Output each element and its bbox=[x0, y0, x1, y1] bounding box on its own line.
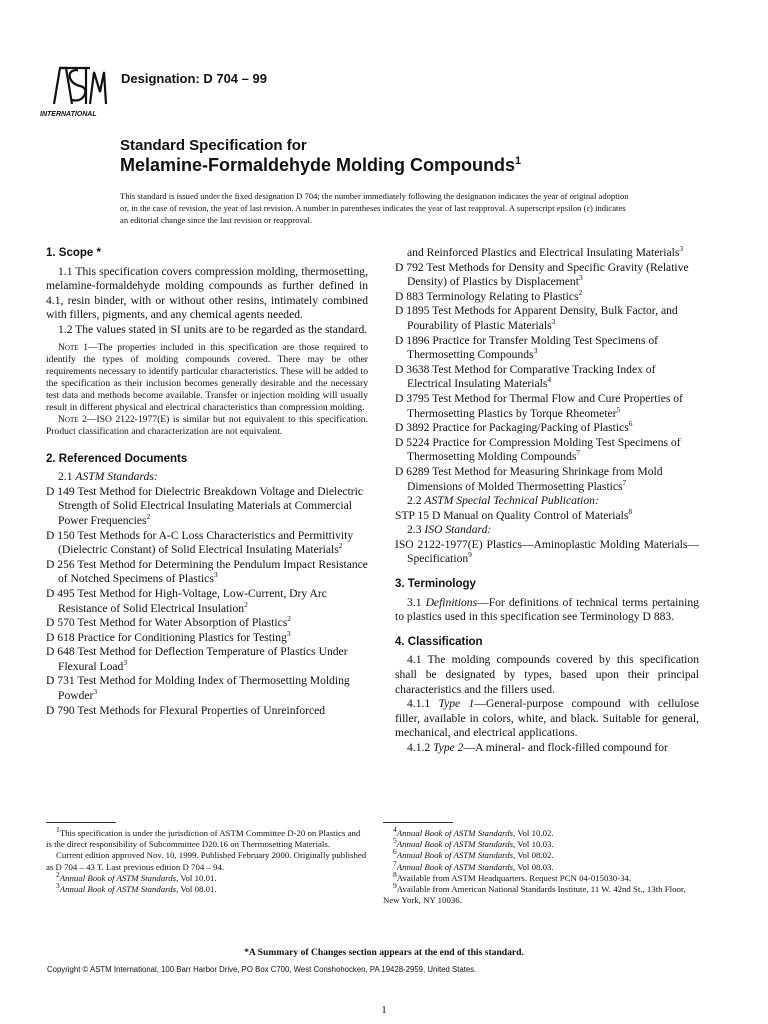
reference-sup: 3 bbox=[93, 687, 98, 697]
note-2 bbox=[46, 414, 368, 438]
footnote-text: Annual Book of ASTM Standards, Vol 10.01. bbox=[59, 872, 217, 883]
footnote-mark: 2 bbox=[56, 869, 60, 879]
reference-sup: 2 bbox=[287, 614, 292, 624]
para-2-1-num: 2.1 bbox=[58, 470, 76, 484]
reference-sup: 3 bbox=[213, 570, 218, 580]
para-2-2-num: 2.2 bbox=[407, 494, 425, 508]
page-number: 1 bbox=[381, 1004, 387, 1016]
reference-sup: 5 bbox=[616, 404, 621, 414]
reference-item bbox=[46, 587, 368, 616]
footnote-text: Annual Book of ASTM Standards, Vol 10.03. bbox=[396, 839, 554, 850]
iso-reference-sup: 9 bbox=[468, 550, 472, 560]
reference-text: D 792 Test Methods for Density and Specific Gravity (Relative Density) of Plastics by Displacement bbox=[395, 260, 689, 289]
footnote bbox=[383, 869, 699, 884]
footnote bbox=[383, 825, 699, 839]
reference-text: D 618 Practice for Conditioning Plastics for Testing bbox=[46, 630, 287, 644]
footnote-text: This specification is under the jurisdiction of ASTM Committee D-20 on Plastics and is the direct responsibility of Subcommittee D20.16 on Thermosetting Materials. bbox=[46, 828, 361, 850]
reference-text: D 731 Test Method for Molding Index of Thermosetting Molding Powder bbox=[46, 674, 350, 703]
reference-sup: 6 bbox=[628, 419, 633, 429]
footnote-mark: 8 bbox=[393, 869, 397, 879]
footnote-text: Annual Book of ASTM Standards, Vol 08.02. bbox=[396, 850, 554, 861]
reference-item bbox=[395, 421, 699, 436]
logo-sub-text: INTERNATIONAL bbox=[40, 111, 97, 118]
footnote bbox=[383, 847, 699, 861]
para-4-1: 4.1 The molding compounds covered by this specification shall be designated by types, based upon their principal characteristics and the fillers used. bbox=[395, 653, 699, 696]
reference-text: D 6289 Test Method for Measuring Shrinkage from Mold Dimensions of Molded Thermosetting Plastics bbox=[395, 464, 663, 493]
designation: Designation: D 704 – 99 bbox=[121, 71, 267, 86]
reference-sup: 7 bbox=[622, 477, 627, 487]
para-4-1-1 bbox=[395, 697, 699, 741]
reference-sup: 2 bbox=[578, 287, 583, 297]
footnote bbox=[46, 881, 368, 895]
summary-notice: *A Summary of Changes section appears at the end of this standard. bbox=[244, 947, 524, 958]
footnote-mark: 4 bbox=[393, 825, 397, 835]
reference-continuation bbox=[395, 246, 699, 261]
footnotes-right bbox=[383, 825, 699, 906]
reference-sup: 2 bbox=[146, 512, 151, 522]
reference-item bbox=[395, 465, 699, 494]
footnote-rule-right bbox=[383, 822, 453, 823]
footnote-mark: 6 bbox=[393, 847, 397, 857]
note-1-label: Note 1 bbox=[58, 341, 89, 353]
para-2-3-num: 2.3 bbox=[407, 523, 425, 537]
para-4-1-2-type: Type 2 bbox=[433, 741, 464, 754]
reference-text: D 3638 Test Method for Comparative Tracking Index of Electrical Insulating Materials bbox=[395, 362, 656, 391]
reference-text: D 150 Test Methods for A-C Loss Characteristics and Permittivity (Dielectric Constant) of Solid Electrical Insulating Materials bbox=[46, 528, 354, 557]
footnotes-left bbox=[46, 825, 368, 895]
para-4-1-2-num: 4.1.2 bbox=[407, 741, 434, 754]
note-2-label: Note 2 bbox=[58, 413, 87, 425]
reference-text: D 570 Test Method for Water Absorption of Plastics bbox=[46, 616, 288, 630]
footnote-text: Available from American National Standards Institute, 11 W. 42nd St., 13th Floor, New York, NY 10036. bbox=[383, 884, 686, 906]
footnote-mark: 9 bbox=[393, 881, 397, 891]
para-2-1-label: ASTM Standards: bbox=[75, 470, 158, 484]
copyright: Copyright © ASTM International, 100 Barr Harbor Drive, PO Box C700, West Conshohocken, PA 19428-2959, United States. bbox=[47, 965, 477, 974]
left-column bbox=[46, 246, 368, 718]
reference-item bbox=[46, 616, 368, 631]
para-1-2: 1.2 The values stated in SI units are to be regarded as the standard. bbox=[58, 322, 368, 336]
footnote-text: Current edition approved Nov. 10, 1999. Published February 2000. Originally published as D 704 – 43 T. Last previous edition D 704 – 94. bbox=[46, 850, 367, 872]
footnote bbox=[383, 881, 699, 906]
iso-reference bbox=[395, 538, 699, 567]
reference-item bbox=[395, 261, 699, 290]
para-4-1-1-num: 4.1.1 bbox=[407, 697, 439, 711]
footnote-rule-left bbox=[46, 822, 116, 823]
footnote bbox=[383, 836, 699, 850]
para-2-3-label: ISO Standard: bbox=[424, 523, 492, 537]
left-reference-list bbox=[46, 485, 368, 719]
reference-text: D 3795 Test Method for Thermal Flow and Cure Properties of Thermosetting Plastics by Torque Rheometer bbox=[395, 391, 683, 420]
title-text: Melamine-Formaldehyde Molding Compounds bbox=[120, 155, 516, 175]
reference-item bbox=[395, 287, 699, 305]
footnote bbox=[383, 858, 699, 873]
reference-item bbox=[46, 558, 368, 587]
scope-heading: 1. Scope * bbox=[46, 247, 101, 259]
reference-item bbox=[395, 334, 699, 363]
stp-reference-text: STP 15 D Manual on Quality Control of Materials bbox=[395, 508, 629, 522]
reference-text: D 1896 Practice for Transfer Molding Test Specimens of Thermosetting Compounds bbox=[395, 333, 659, 362]
para-2-3 bbox=[395, 523, 699, 538]
reference-text: D 1895 Test Methods for Apparent Density, Bulk Factor, and Pourability of Plastic Materials bbox=[395, 304, 678, 332]
footnote-text: Annual Book of ASTM Standards, Vol 10.02. bbox=[396, 828, 554, 838]
reference-sup: 3 bbox=[551, 317, 556, 327]
reference-item bbox=[395, 436, 699, 465]
reference-item bbox=[395, 392, 699, 421]
reference-item bbox=[46, 674, 368, 703]
reference-sup: 7 bbox=[576, 448, 581, 458]
referenced-documents-heading: 2. Referenced Documents bbox=[46, 452, 188, 465]
para-2-1 bbox=[46, 470, 368, 485]
reference-text: D 495 Test Method for High-Voltage, Low-Current, Dry Arc Resistance of Solid Electrical Insulation bbox=[46, 586, 327, 615]
reference-sup: 3 bbox=[578, 273, 583, 283]
standard-notice: This standard is issued under the fixed designation D 704; the number immediately following the designation indicates the year of original adoption or, in the case of revision, the year of last revision. A number in parentheses indicates the year of last reapproval. A superscript epsilon (ε) indicates an editorial change since the last revision or reapproval. bbox=[120, 191, 629, 225]
reference-continuation-text: and Reinforced Plastics and Electrical Insulating Materials bbox=[407, 246, 680, 259]
reference-text: D 5224 Practice for Compression Molding Test Specimens of Thermosetting Molding Compounds bbox=[395, 435, 681, 464]
reference-sup: 2 bbox=[244, 599, 248, 609]
reference-continuation-sup: 3 bbox=[679, 244, 684, 254]
footnote-text: Annual Book of ASTM Standards, Vol 08.01. bbox=[59, 884, 217, 895]
para-3-1-term: Definitions bbox=[425, 595, 478, 609]
footnote-text: Annual Book of ASTM Standards, Vol 08.03. bbox=[396, 861, 554, 872]
para-1-1: 1.1 This specification covers compression molding, thermosetting, melamine-formaldehyde molding compounds as further defined in 4.1, resin binder, with or without other resins, intimately combined with fillers, pigments, and any chemical agents needed. bbox=[46, 264, 368, 322]
reference-item bbox=[46, 485, 368, 529]
stp-reference bbox=[395, 506, 699, 524]
reference-item bbox=[46, 704, 368, 719]
footnote-mark: 3 bbox=[56, 881, 60, 891]
footnote bbox=[46, 850, 368, 872]
right-column bbox=[395, 246, 699, 756]
para-2-2 bbox=[395, 494, 699, 509]
footnote-text: Available from ASTM Headquarters. Request PCN 04-015030-34. bbox=[396, 872, 632, 883]
reference-item bbox=[46, 645, 368, 674]
right-reference-list bbox=[395, 261, 699, 495]
footnote-mark: 5 bbox=[393, 836, 397, 846]
para-4-1-1-type: Type 1 bbox=[438, 697, 475, 711]
reference-item bbox=[395, 363, 699, 392]
title-line-1: Standard Specification for bbox=[120, 137, 307, 154]
title-footnote-mark: 1 bbox=[515, 155, 522, 167]
reference-text: D 883 Terminology Relating to Plastics bbox=[395, 289, 579, 303]
para-2-2-label: ASTM Special Technical Publication: bbox=[424, 494, 599, 508]
para-4-1-2-text: —A mineral- and flock-filled compound for bbox=[463, 741, 668, 754]
footnote-mark: 1 bbox=[56, 825, 60, 835]
footnote-mark: 7 bbox=[393, 858, 397, 868]
stp-reference-sup: 8 bbox=[628, 506, 633, 516]
para-4-1-1-text: —General-purpose compound with cellulose filler, available in colors, white, and black. Suitable for general, mechanical, and electrical applications. bbox=[395, 697, 699, 740]
reference-text: D 648 Test Method for Deflection Temperature of Plastics Under Flexural Load bbox=[46, 645, 348, 673]
reference-sup: 2 bbox=[338, 541, 343, 551]
reference-sup: 3 bbox=[533, 346, 538, 356]
astm-logo bbox=[38, 62, 110, 118]
reference-sup: 3 bbox=[286, 628, 291, 638]
reference-sup: 4 bbox=[547, 375, 552, 385]
reference-text: D 790 Test Methods for Flexural Properties of Unreinforced bbox=[46, 703, 326, 717]
note-2-text: —ISO 2122-1977(E) is similar but not equivalent to this specification. Product classification and characterization are not equivalent. bbox=[46, 413, 368, 437]
reference-item bbox=[395, 304, 699, 333]
footnote bbox=[46, 869, 368, 884]
reference-item bbox=[46, 628, 368, 646]
para-3-1-text: —For definitions of technical terms pertaining to plastics used in this specification see Terminology D 883. bbox=[395, 595, 699, 624]
footnote bbox=[46, 825, 368, 850]
reference-sup: 3 bbox=[123, 658, 128, 668]
iso-reference-text: ISO 2122-1977(E) Plastics—Aminoplastic Molding Materials—Specification bbox=[395, 537, 699, 566]
note-1-text: —The properties included in this specification are those required to identify the types of molding compounds covered. There may be other requirements necessary to identify particular characteristics. These will be added to the specification as their inclusion becomes generally desirable and the necessary test data and methods become available. Transfer or injection molding will usually result in different physical and electrical characteristics than compression molding. bbox=[46, 341, 369, 413]
para-3-1 bbox=[395, 596, 699, 625]
para-4-1-2 bbox=[395, 741, 699, 756]
terminology-heading: 3. Terminology bbox=[395, 578, 476, 591]
note-1 bbox=[46, 342, 368, 414]
reference-item bbox=[46, 529, 368, 558]
para-3-1-num: 3.1 bbox=[407, 595, 426, 609]
reference-text: D 149 Test Method for Dielectric Breakdown Voltage and Dielectric Strength of Solid Electrical Insulating Materials at Commercial Power Frequencies bbox=[46, 484, 363, 527]
reference-text: D 3892 Practice for Packaging/Packing of Plastics bbox=[395, 421, 629, 435]
title-line-2 bbox=[120, 155, 521, 176]
reference-text: D 256 Test Method for Determining the Pendulum Impact Resistance of Notched Specimens of Plastics bbox=[46, 557, 368, 586]
classification-heading: 4. Classification bbox=[395, 635, 483, 648]
